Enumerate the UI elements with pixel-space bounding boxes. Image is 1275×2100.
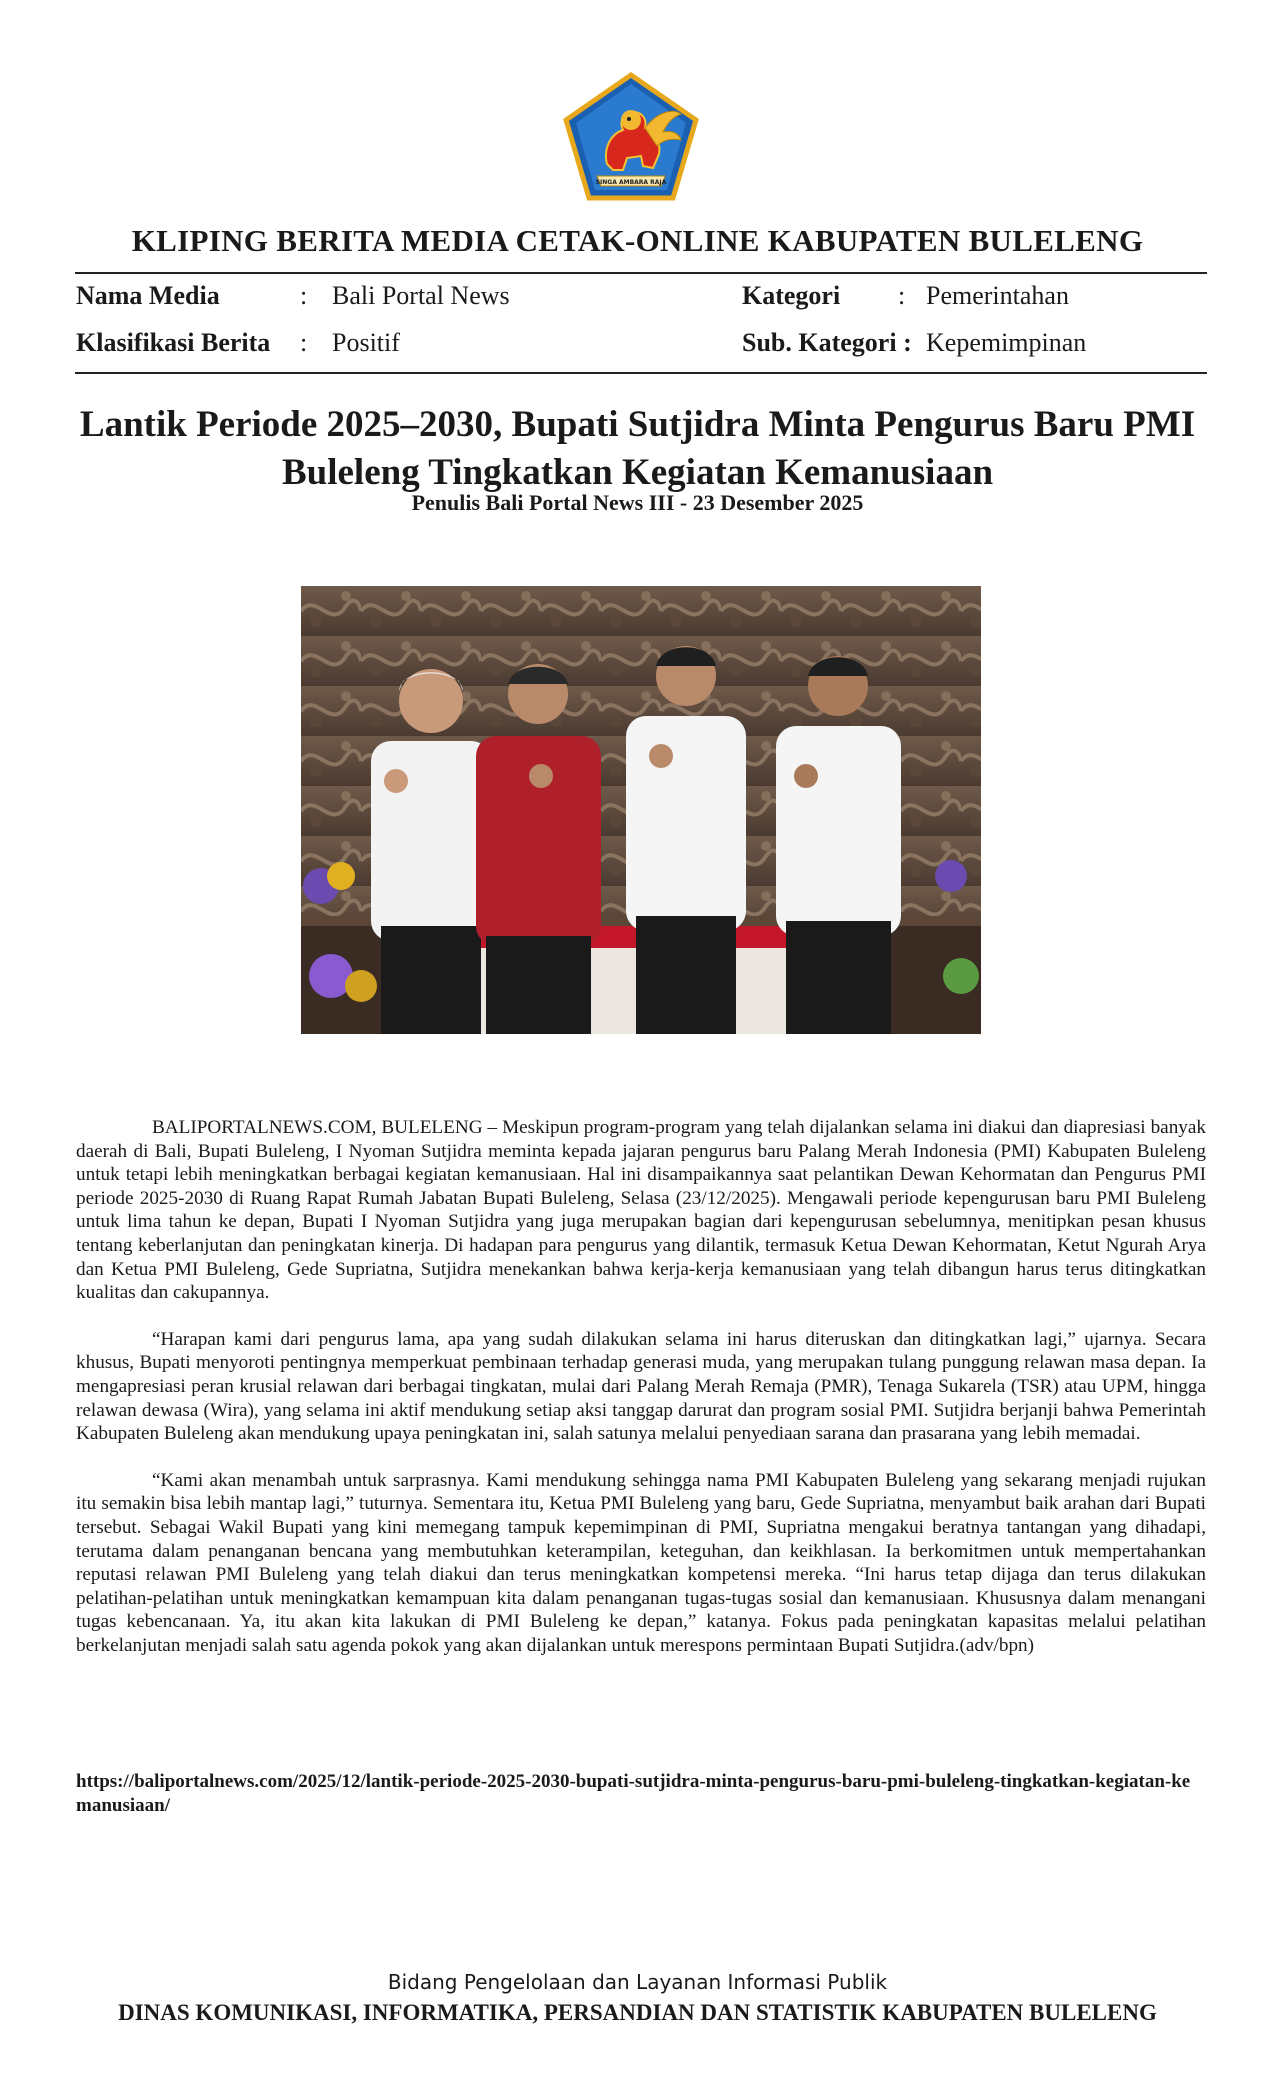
subcategory-value: Kepemimpinan [926,328,1087,357]
headline-line-1: Lantik Periode 2025–2030, Bupati Sutjidra Minta Pengurus Baru PMI [79,404,1196,445]
category-label: Kategori [742,281,841,310]
classification-label: Klasifikasi Berita [76,328,271,357]
media-value: Bali Portal News [332,281,510,310]
top-divider [75,272,1207,274]
footer-division: Bidang Pengelolaan dan Layanan Informasi Publik [387,1970,888,1994]
regency-logo-icon [563,72,699,202]
article-paragraph-3: “Kami akan menambah untuk sarprasnya. Kami mendukung sehingga nama PMI Kabupaten Buleleng yang sekarang menjadi rujukan itu semakin bisa lebih mantap lagi,” tuturnya. Sementara itu, Ketua PMI Buleleng yang baru, Gede Supriatna, menyambut baik arahan dari Bupati tersebut. Sebagai Wakil Bupati yang kini memegang tampuk kepemimpinan di PMI, Supriatna mengakui beratnya tantangan yang dihadapi, terutama dalam penanganan bencana yang membutuhkan keterampilan, keteguhan, dan keikhlasan. Ia berkomitmen untuk mempertahankan reputasi relawan PMI Buleleng yang telah diakui dan terus meningkatkan kompetensi mereka. “Ini harus tetap dijaga dan terus dilakukan pelatihan-pelatihan untuk meningkatkan kemampuan kita dalam penanganan tugas-tugas sosial dan kemanusiaan. Khususnya dalam menangani tugas kebencanaan. Ya, itu akan kita lakukan di PMI Buleleng ke depan,” katanya. Fokus pada peningkatan kapasitas melalui pelatihan berkelanjutan menjadi salah satu agenda pokok yang akan dijalankan untuk merespons permintaan Bupati Sutjidra.(adv/bpn) [76,1469,1206,1656]
classification-value: Positif [332,328,400,357]
article-headline [75,401,1200,497]
bottom-divider [75,372,1207,374]
category-value: Pemerintahan [926,281,1069,310]
headline-line-2: Buleleng Tingkatkan Kegiatan Kemanusiaan [281,452,994,493]
media-colon: : [300,281,308,310]
article-byline: Penulis Bali Portal News III - 23 Desember 2025 [411,490,864,515]
subcategory-label: Sub. Kategori : [742,328,912,357]
clipping-title: KLIPING BERITA MEDIA CETAK-ONLINE KABUPATEN BULELENG [131,223,1144,258]
category-colon: : [898,281,906,310]
footer-agency: DINAS KOMUNIKASI, INFORMATIKA, PERSANDIAN DAN STATISTIK KABUPATEN BULELENG [118,2000,1157,2025]
article-paragraph-1: BALIPORTALNEWS.COM, BULELENG – Meskipun program-program yang telah dijalankan selama ini diakui dan diapresiasi banyak daerah di Bali, Bupati Buleleng, I Nyoman Sutjidra meminta kepada jajaran pengurus baru Palang Merah Indonesia (PMI) Kabupaten Buleleng untuk tetapi lebih meningkatkan berbagai kegiatan kemanusiaan. Hal ini disampaikannya saat pelantikan Dewan Kehormatan dan Pengurus PMI periode 2025-2030 di Ruang Rapat Rumah Jabatan Bupati Buleleng, Selasa (23/12/2025). Mengawali periode kepengurusan baru PMI Buleleng untuk lima tahun ke depan, Bupati I Nyoman Sutjidra yang juga merupakan bagian dari kepengurusan sebelumnya, menitipkan pesan khusus tentang keberlanjutan dan peningkatan kinerja. Di hadapan para pengurus yang dilantik, termasuk Ketua Dewan Kehormatan, Ketut Ngurah Arya dan Ketua PMI Buleleng, Gede Supriatna, Sutjidra menekankan bahwa kerja-kerja kemanusiaan yang telah dibangun harus terus ditingkatkan kualitas dan cakupannya. [76,1117,1206,1304]
source-link[interactable]: https://baliportalnews.com/2025/12/lantik-periode-2025-2030-bupati-sutjidra-minta-pengurus-baru-pmi-buleleng-tingkatkan-kegiatan-kemanusiaan/ [76,1771,1191,1816]
classification-colon: : [300,328,308,357]
group-photo-icon [301,586,981,1034]
logo-motto: SINGA AMBARA RAJA [595,179,667,186]
article-paragraph-2: “Harapan kami dari pengurus lama, apa yang sudah dilakukan selama ini harus diteruskan dan ditingkatkan lagi,” ujarnya. Secara khusus, Bupati menyoroti pentingnya memperkuat pembinaan terhadap generasi muda, yang merupakan tulang punggung relawan masa depan. Ia mengapresiasi peran krusial relawan dari berbagai tingkatan, mulai dari Palang Merah Remaja (PMR), Tenaga Sukarela (TSR) atau UPM, hingga relawan dewasa (Wira), yang selama ini aktif mendukung setiap aksi tanggap darurat dan program sosial PMI. Sutjidra berjanji bahwa Pemerintah Kabupaten Buleleng akan mendukung upaya peningkatan ini, salah satunya melalui penyediaan sarana dan prasarana yang lebih memadai. [76,1328,1206,1445]
media-label: Nama Media [76,281,220,310]
article-body [76,1116,1206,1680]
